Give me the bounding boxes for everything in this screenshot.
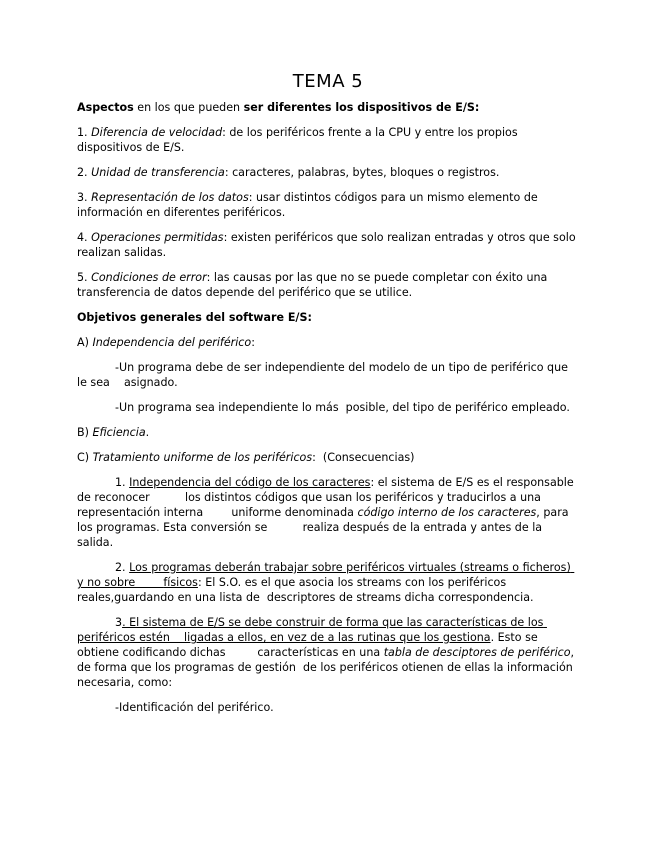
objective-a xyxy=(77,335,579,350)
consequence-num: 2. xyxy=(115,561,130,574)
objective-prefix: A) xyxy=(77,336,93,349)
objective-prefix: B) xyxy=(77,426,93,439)
document-page xyxy=(77,70,579,725)
objective-suffix: : (Consecuencias) xyxy=(312,451,415,464)
consequence-italic: tabla de desciptores de periférico xyxy=(383,646,571,659)
consequence-text: , de forma que los programas de gestión de los periféricos otienen de ellas la información necesaria, como: xyxy=(77,646,578,689)
objective-term: Tratamiento uniforme de los periféricos xyxy=(92,451,313,464)
diff-item-2 xyxy=(77,165,579,180)
objective-suffix: . xyxy=(145,426,150,439)
consequence-underlined: Independencia del código de los caracteres xyxy=(129,476,371,489)
intro-bold-aspectos: Aspectos xyxy=(77,101,134,114)
objective-b xyxy=(77,425,579,440)
consequence-italic: código interno de los caracteres xyxy=(357,506,537,519)
diff-term: Representación de los datos xyxy=(91,191,249,204)
objective-prefix: C) xyxy=(77,451,93,464)
objective-term: Independencia del periférico xyxy=(92,336,252,349)
consequence-underlined: Los programas deberán trabajar sobre periféricos virtuales (streams o ficheros) y no sobre xyxy=(77,561,575,589)
intro-paragraph xyxy=(77,100,579,115)
objectives-heading: Objetivos generales del software E/S: xyxy=(77,311,312,324)
consequence-num: 3 xyxy=(115,616,123,629)
objective-c xyxy=(77,450,579,465)
diff-term: Diferencia de velocidad xyxy=(91,126,223,139)
diff-text: : existen periféricos que solo realizan entradas y otros que solo realizan salidas. xyxy=(77,231,576,259)
consequence-text: : El S.O. es el que asocia los streams con los periféricos reales,guardando en una lista de descriptores de streams dicha correspondencia. xyxy=(77,576,534,604)
consequence-text: , para los programas. Esta conversión se realiza después de la entrada y antes de la salida. xyxy=(77,506,573,549)
last-item: -Identificación del periférico. xyxy=(115,701,274,714)
diff-term: Unidad de transferencia xyxy=(91,166,225,179)
consequence-text: . Esto se obtiene codificando dichas características en una xyxy=(77,631,542,659)
consequence-1 xyxy=(77,475,579,550)
diff-text: : de los periféricos frente a la CPU y entre los propios dispositivos de E/S. xyxy=(77,126,518,154)
diff-text: : las causas por las que no se puede completar con éxito una transferencia de datos depende del periférico que se utilice. xyxy=(77,271,548,299)
diff-num: 2. xyxy=(77,166,92,179)
consequence-underlined: . El sistema de E/S se debe construir de forma que las características de los periféricos estén ligadas a ellos, en vez de a las rutinas que los gestiona xyxy=(77,616,547,644)
consequence-2 xyxy=(77,560,579,605)
consequence-text: : el sistema de E/S es el responsable de reconocer los distintos códigos que usan los periféricos y traducirlos a una representación interna uniforme denominada xyxy=(77,476,578,519)
diff-num: 1. xyxy=(77,126,92,139)
consequence-3 xyxy=(77,615,579,690)
objective-suffix: : xyxy=(251,336,255,349)
diff-term: Operaciones permitidas xyxy=(91,231,224,244)
diff-text: : usar distintos códigos para un mismo elemento de información en diferentes periféricos. xyxy=(77,191,538,219)
diff-num: 3. xyxy=(77,191,92,204)
diff-num: 5. xyxy=(77,271,92,284)
diff-item-4 xyxy=(77,230,579,260)
intro-text: en los que pueden xyxy=(133,101,244,114)
diff-item-3 xyxy=(77,190,579,220)
diff-text: : caracteres, palabras, bytes, bloques o registros. xyxy=(224,166,500,179)
diff-term: Condiciones de error xyxy=(91,271,207,284)
consequence-underlined: físicos xyxy=(163,576,198,589)
objective-a-item-2: -Un programa sea independiente lo más posible, del tipo de periférico empleado. xyxy=(115,401,570,414)
page-title: TEMA 5 xyxy=(292,71,364,92)
objective-a-item-1: -Un programa debe de ser independiente del modelo de un tipo de periférico que le sea asignado. xyxy=(77,361,572,389)
diff-num: 4. xyxy=(77,231,92,244)
objective-term: Eficiencia xyxy=(92,426,146,439)
diff-item-1 xyxy=(77,125,579,155)
intro-bold-rest: ser diferentes los dispositivos de E/S: xyxy=(243,101,480,114)
consequence-num: 1. xyxy=(115,476,130,489)
diff-item-5 xyxy=(77,270,579,300)
